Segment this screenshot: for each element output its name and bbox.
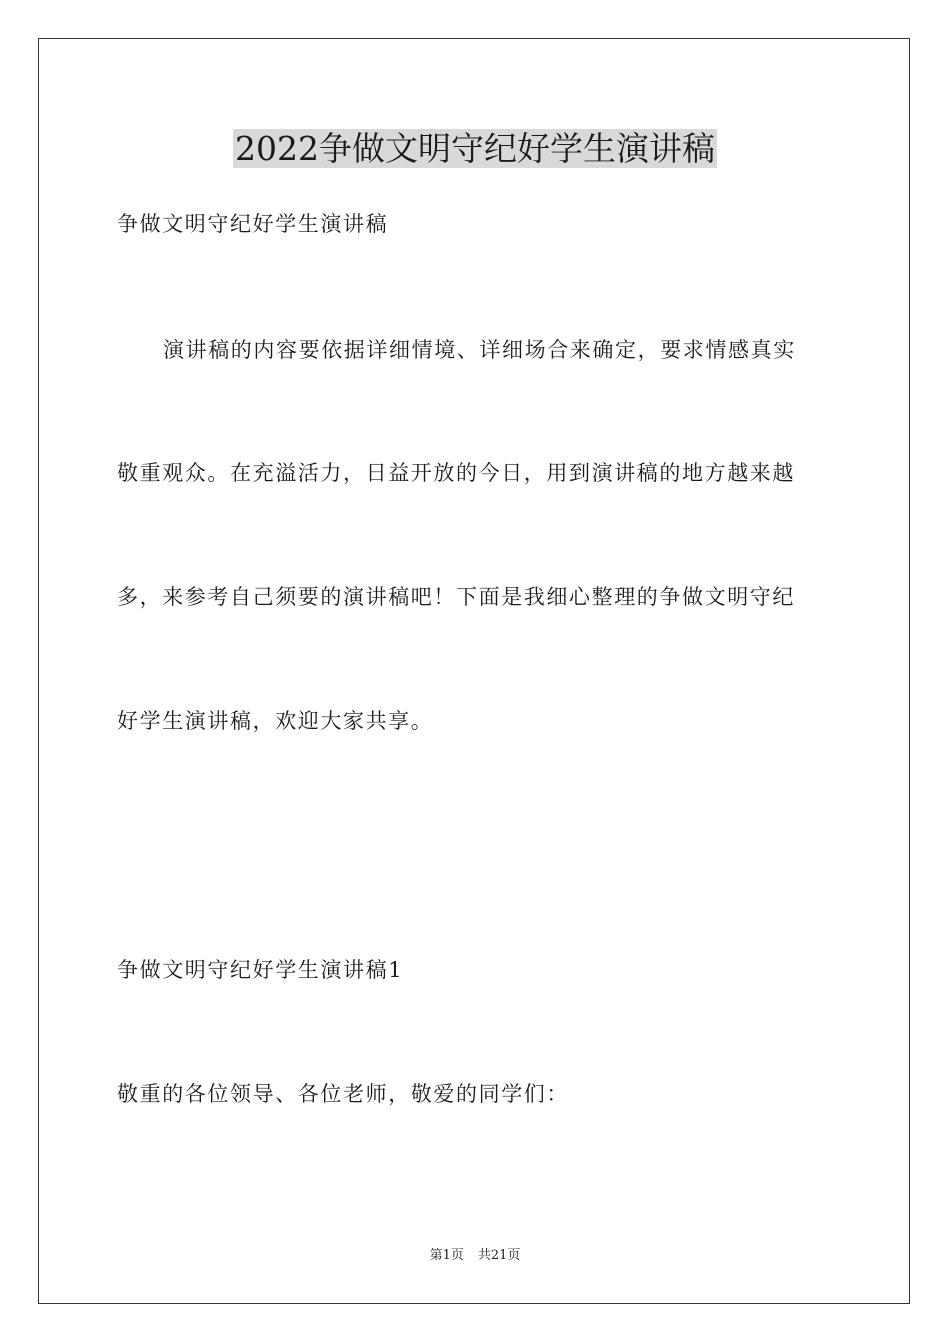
page-number: 第1页 [429, 1248, 464, 1263]
document-subtitle: 争做文明守纪好学生演讲稿 [117, 212, 389, 236]
salutation: 敬重的各位领导、各位老师，敬爱的同学们： [117, 1082, 569, 1106]
document-title [0, 128, 950, 170]
intro-line-3: 多，来参考自己须要的演讲稿吧！下面是我细心整理的争做文明守纪 [117, 585, 795, 609]
intro-line-4: 好学生演讲稿，欢迎大家共享。 [117, 709, 434, 733]
document-title-text: 2022争做文明守纪好学生演讲稿 [235, 129, 715, 168]
intro-line-2: 敬重观众。在充溢活力，日益开放的今日，用到演讲稿的地方越来越 [117, 461, 795, 485]
intro-line-1: 演讲稿的内容要依据详细情境、详细场合来确定，要求情感真实 [163, 338, 796, 362]
page-footer [0, 1247, 950, 1265]
page-total: 共21页 [477, 1248, 521, 1263]
section-heading: 争做文明守纪好学生演讲稿1 [117, 958, 404, 982]
